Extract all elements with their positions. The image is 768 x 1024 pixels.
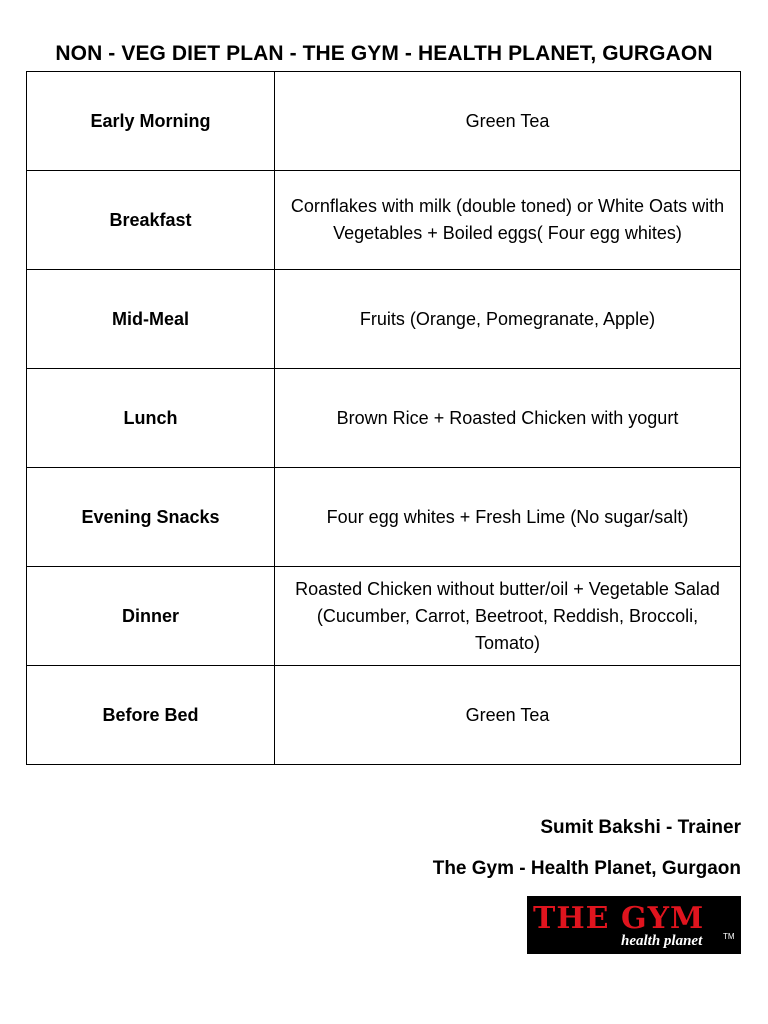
gym-logo — [527, 896, 741, 954]
logo-trademark: TM — [723, 932, 735, 941]
page-title: NON - VEG DIET PLAN - THE GYM - HEALTH PLANET, GURGAON — [55, 42, 713, 65]
diet-plan-table — [26, 71, 741, 765]
gym-signature: The Gym - Health Planet, Gurgaon — [432, 858, 741, 879]
food-cell: Four egg whites + Fresh Lime (No sugar/salt) — [275, 468, 741, 567]
meal-time-cell: Before Bed — [27, 666, 275, 765]
table-row — [27, 468, 741, 567]
food-cell: Roasted Chicken without butter/oil + Vegetable Salad (Cucumber, Carrot, Beetroot, Reddish, Broccoli, Tomato) — [275, 567, 741, 666]
meal-time-cell: Early Morning — [27, 72, 275, 171]
meal-time-cell: Lunch — [27, 369, 275, 468]
meal-time-cell: Breakfast — [27, 171, 275, 270]
trainer-signature: Sumit Bakshi - Trainer — [540, 817, 741, 838]
food-cell: Green Tea — [275, 72, 741, 171]
food-cell: Fruits (Orange, Pomegranate, Apple) — [275, 270, 741, 369]
logo-sub-text: health planet — [621, 933, 703, 949]
meal-time-cell: Dinner — [27, 567, 275, 666]
table-row — [27, 72, 741, 171]
table-row — [27, 666, 741, 765]
table-row — [27, 567, 741, 666]
food-cell: Cornflakes with milk (double toned) or White Oats with Vegetables + Boiled eggs( Four egg whites) — [275, 171, 741, 270]
meal-time-cell: Evening Snacks — [27, 468, 275, 567]
table-row — [27, 171, 741, 270]
food-cell: Brown Rice + Roasted Chicken with yogurt — [275, 369, 741, 468]
table-row — [27, 369, 741, 468]
table-row — [27, 270, 741, 369]
food-cell: Green Tea — [275, 666, 741, 765]
meal-time-cell: Mid-Meal — [27, 270, 275, 369]
logo-main-text: THE GYM — [533, 901, 705, 936]
